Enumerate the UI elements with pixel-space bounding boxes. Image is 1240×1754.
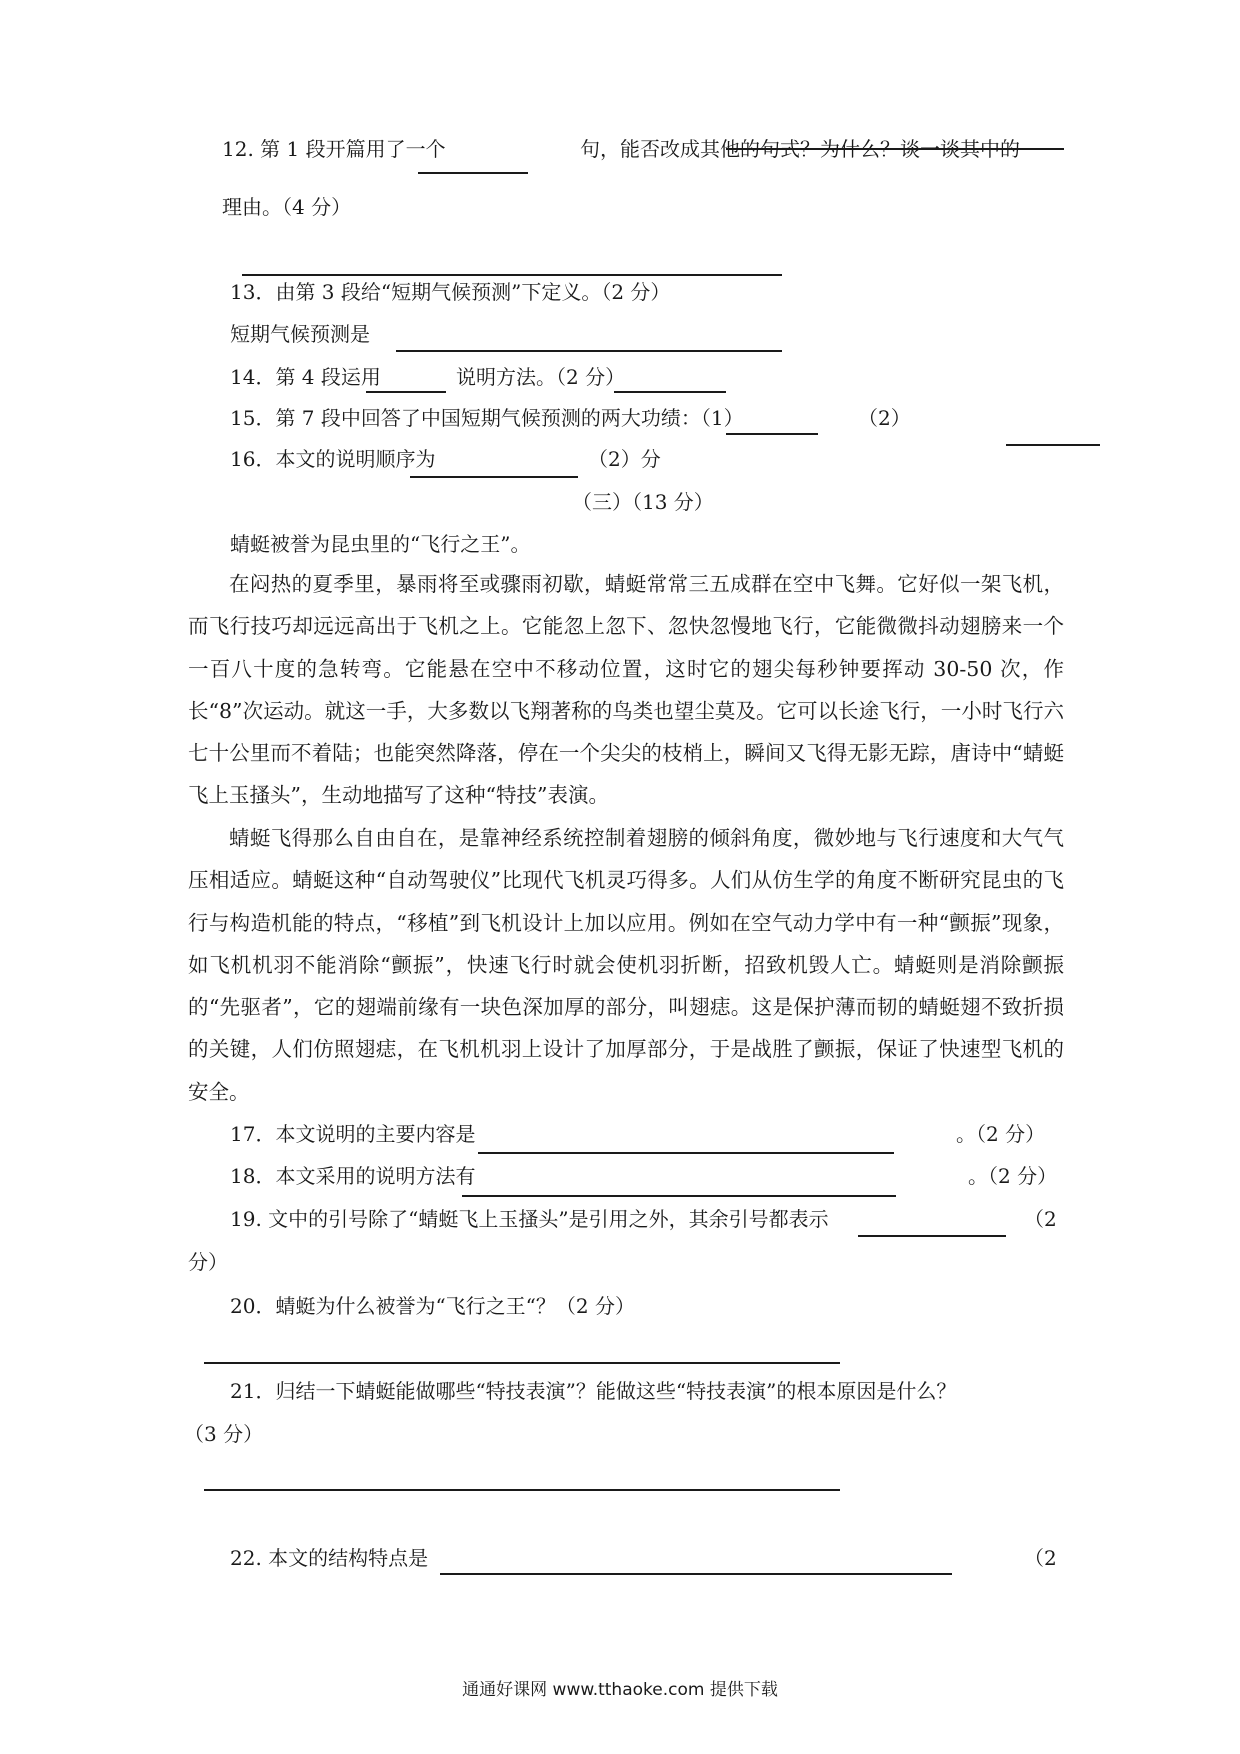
q15-answer-line-2 xyxy=(1006,444,1100,446)
q12-answer-line xyxy=(418,172,528,174)
q13-definition-label: 短期气候预测是 xyxy=(230,322,370,346)
q18-answer-line xyxy=(462,1195,896,1197)
answer-line xyxy=(614,391,726,393)
q17-text-b: 。（2 分） xyxy=(956,1122,1046,1146)
q12-text-a: 12. 第 1 段开篇用了一个 xyxy=(222,137,446,161)
passage-paragraph-2: 蜻蜓飞得那么自由自在，是靠神经系统控制着翅膀的倾斜角度，微妙地与飞行速度和大气气压相适应。蜻蜓这种“自动驾驶仪”比现代飞机灵巧得多。人们从仿生学的角度不断研究昆虫的飞行与构造机能的特点，“移植”到飞机设计上加以应用。例如在空气动力学中有一种“颤振”现象，如飞机机羽不能消除“颤振”，快速飞行时就会使机羽折断，招致机毁人亡。蜻蜓则是消除颤振的“先驱者”，它的翅端前缘有一块色深加厚的部分，叫翅痣。这是保护薄而韧的蜻蜓翅不致折损的关键，人们仿照翅痣，在飞机机羽上设计了加厚部分，于是战胜了颤振，保证了快速型飞机的安全。 xyxy=(188,826,1064,1104)
q13-text: 13．由第 3 段给“短期气候预测”下定义。（2 分） xyxy=(230,280,671,304)
q21-text-b: （3 分） xyxy=(184,1422,264,1446)
q19-text-b: （2 xyxy=(1024,1207,1057,1231)
q12-text-line2: 理由。（4 分） xyxy=(222,195,352,219)
q20-answer-line xyxy=(204,1362,840,1364)
q22-text-b: （2 xyxy=(1024,1546,1057,1570)
q21-text-a: 21．归结一下蜻蜓能做哪些“特技表演”？能做这些“特技表演”的根本原因是什么？ xyxy=(230,1379,957,1403)
q18-text-b: 。（2 分） xyxy=(968,1164,1058,1188)
q22-answer-line xyxy=(440,1573,952,1575)
q15-answer-line-1 xyxy=(726,433,818,435)
q20-text: 20．蜻蜓为什么被誉为“飞行之王“？（2 分） xyxy=(230,1294,635,1318)
q13-answer-line xyxy=(396,350,782,352)
q15-text-b: （2） xyxy=(858,406,911,430)
q16-text-b: （2）分 xyxy=(588,447,661,471)
q12-overline xyxy=(726,148,1064,150)
q14-text-a: 14．第 4 段运用 xyxy=(230,365,381,389)
q19-text-a: 19. 文中的引号除了“蜻蜓飞上玉搔头”是引用之外，其余引号都表示 xyxy=(230,1207,829,1231)
q19-answer-line xyxy=(858,1235,1006,1237)
q17-answer-line xyxy=(478,1152,894,1154)
section-intro: 蜻蜓被誉为昆虫里的“飞行之王”。 xyxy=(230,532,531,556)
q12-text-b: 句，能否改成其他的句式？为什么？谈一谈其中的 xyxy=(580,137,1020,161)
q19-text-c: 分） xyxy=(188,1250,228,1274)
q14-text-b: 说明方法。（2 分） xyxy=(456,365,626,389)
page-footer: 通通好课网 www.tthaoke.com 提供下载 xyxy=(462,1680,778,1700)
q14-answer-line xyxy=(366,391,446,393)
q16-text-a: 16．本文的说明顺序为 xyxy=(230,447,436,471)
answer-line xyxy=(242,274,782,276)
section-heading: （三）（13 分） xyxy=(572,490,714,514)
q15-text-a: 15．第 7 段中回答了中国短期气候预测的两大功绩：（1） xyxy=(230,406,744,430)
q18-text-a: 18．本文采用的说明方法有 xyxy=(230,1164,476,1188)
q22-text-a: 22. 本文的结构特点是 xyxy=(230,1546,429,1570)
q17-text-a: 17．本文说明的主要内容是 xyxy=(230,1122,476,1146)
q16-answer-line xyxy=(410,476,578,478)
q21-answer-line xyxy=(204,1489,840,1491)
passage-paragraph-1: 在闷热的夏季里，暴雨将至或骤雨初歇，蜻蜓常常三五成群在空中飞舞。它好似一架飞机，而飞行技巧却远远高出于飞机之上。它能忽上忽下、忽快忽慢地飞行，它能微微抖动翅膀来一个一百八十度的急转弯。它能悬在空中不移动位置，这时它的翅尖每秒钟要挥动 30-50 次，作长“8”次运动。就这一手，大多数以飞翔著称的鸟类也望尘莫及。它可以长途飞行，一小时飞行六七十公里而不着陆；也能突然降落，停在一个尖尖的枝梢上，瞬间又飞得无影无踪，唐诗中“蜻蜓飞上玉搔头”，生动地描写了这种“特技”表演。 xyxy=(188,572,1064,808)
